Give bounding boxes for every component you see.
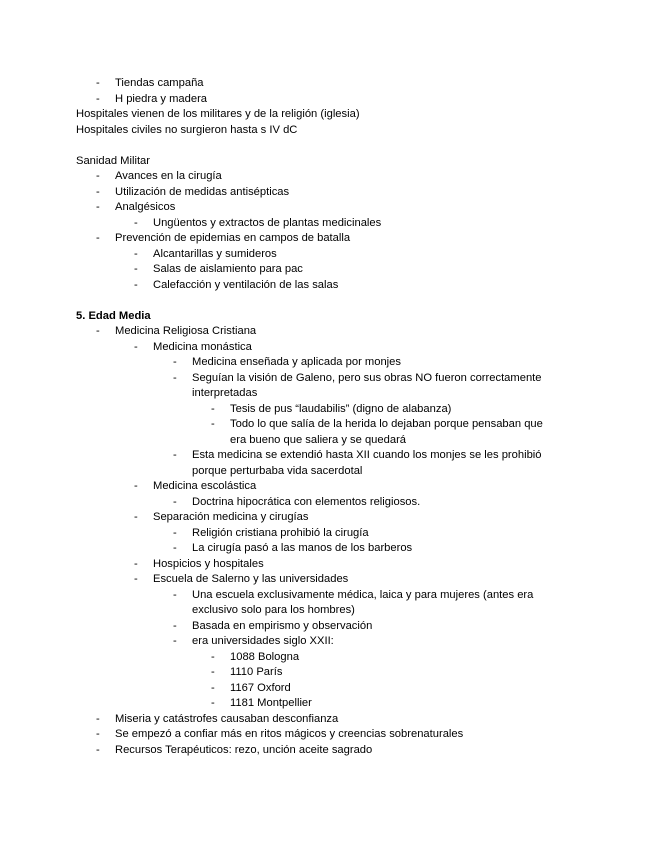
line-text: Tiendas campaña: [115, 77, 204, 89]
bullet-dash: -: [134, 557, 138, 570]
outline-line: [0, 634, 655, 650]
bullet-dash: -: [96, 185, 100, 198]
line-text: Hospicios y hospitales: [153, 557, 264, 570]
line-text: Medicina Religiosa Cristiana: [115, 325, 257, 337]
bullet-dash: -: [173, 588, 177, 601]
outline-line: [0, 200, 655, 216]
line-text: Utilización de medidas antisépticas: [115, 185, 290, 198]
line-text: Todo lo que salía de la herida lo dejaban porque pensaban que: [230, 418, 543, 430]
outline-line: [0, 355, 655, 371]
outline-line: [0, 495, 655, 511]
bullet-dash: -: [96, 325, 100, 337]
bullet-dash: -: [96, 92, 100, 105]
bullet-dash: -: [96, 728, 100, 740]
outline-line: [0, 216, 655, 232]
bullet-dash: -: [96, 170, 100, 182]
outline-line: [0, 262, 655, 278]
outline-line: [0, 541, 655, 557]
line-text: Ungüentos y extractos de plantas medicinales: [153, 216, 382, 229]
bullet-dash: -: [134, 511, 138, 523]
bullet-dash: -: [211, 666, 215, 678]
outline-line: [0, 681, 655, 697]
bullet-dash: -: [211, 697, 215, 709]
outline-line: [0, 448, 655, 464]
outline-line: [0, 603, 655, 619]
outline-line: [0, 526, 655, 542]
line-text: Prevención de epidemias en campos de batalla: [115, 232, 351, 244]
bullet-dash: -: [173, 542, 177, 554]
line-text: 1167 Oxford: [230, 681, 291, 694]
line-text: 1088 Bologna: [230, 650, 300, 663]
bullet-dash: -: [173, 619, 177, 632]
outline-line: [0, 712, 655, 728]
bullet-dash: -: [134, 573, 138, 585]
bullet-dash: -: [173, 526, 177, 539]
bullet-dash: -: [96, 232, 100, 244]
bullet-dash: -: [96, 201, 100, 213]
outline-line: [0, 185, 655, 201]
line-text: Sanidad Militar: [76, 154, 150, 167]
outline-line: [0, 402, 655, 418]
outline-line: [0, 743, 655, 759]
line-text: Medicina escolástica: [153, 480, 257, 492]
line-text: Escuela de Salerno y las universidades: [153, 573, 349, 585]
outline-line: [0, 727, 655, 743]
line-text: Doctrina hipocrática con elementos religiosos.: [192, 495, 421, 508]
line-text: Religión cristiana prohibió la cirugía: [192, 526, 369, 539]
bullet-dash: -: [211, 418, 215, 430]
outline-line: [0, 696, 655, 712]
bullet-dash: -: [134, 247, 138, 260]
line-text: H piedra y madera: [115, 92, 208, 105]
outline-line: [0, 247, 655, 263]
line-text: Separación medicina y cirugías: [153, 511, 309, 523]
bullet-dash: -: [96, 77, 100, 89]
outline-line: [0, 386, 655, 402]
outline-line: [0, 340, 655, 356]
line-text: Analgésicos: [115, 201, 176, 213]
line-text: era universidades siglo XXII:: [192, 635, 334, 647]
line-text: Salas de aislamiento para pac: [153, 263, 303, 275]
outline-line: [0, 309, 655, 325]
outline-line: [0, 665, 655, 681]
bullet-dash: -: [96, 712, 100, 725]
line-text: La cirugía pasó a las manos de los barberos: [192, 542, 413, 554]
line-text: Hospitales vienen de los militares y de la religión (iglesia): [76, 108, 360, 120]
bullet-dash: -: [134, 480, 138, 492]
outline-line: [0, 464, 655, 480]
bullet-dash: -: [134, 340, 138, 353]
bullet-dash: -: [96, 743, 100, 756]
outline-line: [0, 154, 655, 170]
outline-line: [0, 92, 655, 108]
bullet-dash: -: [134, 216, 138, 229]
outline-line: [0, 123, 655, 139]
outline-line: [0, 572, 655, 588]
line-text: Una escuela exclusivamente médica, laica y para mujeres (antes era: [192, 588, 534, 601]
outline-line: [0, 417, 655, 433]
line-text: Se empezó a confiar más en ritos mágicos y creencias sobrenaturales: [115, 728, 464, 740]
outline-line: [0, 324, 655, 340]
bullet-dash: -: [134, 278, 138, 291]
outline-line: [0, 479, 655, 495]
outline-line: [0, 231, 655, 247]
line-text: Medicina monástica: [153, 340, 252, 353]
outline-line: [0, 371, 655, 387]
line-text: 1181 Montpellier: [230, 697, 312, 709]
outline-line: [0, 433, 655, 449]
line-text: exclusivo solo para los hombres): [192, 604, 355, 616]
outline-line: [0, 278, 655, 294]
line-text: Basada en empirismo y observación: [192, 619, 373, 632]
line-text: Recursos Terapéuticos: rezo, unción aceite sagrado: [115, 743, 373, 756]
outline-line: [0, 76, 655, 92]
bullet-dash: -: [173, 371, 177, 384]
outline-line: [0, 169, 655, 185]
bullet-dash: -: [211, 402, 215, 415]
section-heading: 5. Edad Media: [76, 309, 151, 322]
line-text: Tesis de pus “laudabilis” (digno de alabanza): [230, 402, 452, 415]
line-text: Calefacción y ventilación de las salas: [153, 278, 339, 291]
line-text: era bueno que saliera y se quedará: [230, 433, 407, 446]
bullet-dash: -: [173, 635, 177, 647]
line-text: Avances en la cirugía: [115, 170, 222, 182]
line-text: porque perturbaba vida sacerdotal: [192, 464, 363, 477]
line-text: 1110 París: [230, 666, 283, 678]
bullet-dash: -: [134, 263, 138, 275]
bullet-dash: -: [211, 681, 215, 694]
outline-line: [0, 650, 655, 666]
line-text: Hospitales civiles no surgieron hasta s IV dC: [76, 123, 298, 136]
outline-line: [0, 619, 655, 635]
bullet-dash: -: [173, 449, 177, 461]
line-text: interpretadas: [192, 387, 258, 399]
line-text: Medicina enseñada y aplicada por monjes: [192, 356, 401, 368]
bullet-dash: -: [173, 495, 177, 508]
outline-line: [0, 588, 655, 604]
bullet-dash: -: [211, 650, 215, 663]
bullet-dash: -: [173, 356, 177, 368]
outline-line: [0, 557, 655, 573]
line-text: Esta medicina se extendió hasta XII cuando los monjes se les prohibió: [192, 449, 542, 461]
outline-line: [0, 107, 655, 123]
outline-line: [0, 510, 655, 526]
line-text: Miseria y catástrofes causaban desconfianza: [115, 712, 339, 725]
line-text: Seguían la visión de Galeno, pero sus obras NO fueron correctamente: [192, 371, 542, 384]
line-text: Alcantarillas y sumideros: [153, 247, 277, 260]
